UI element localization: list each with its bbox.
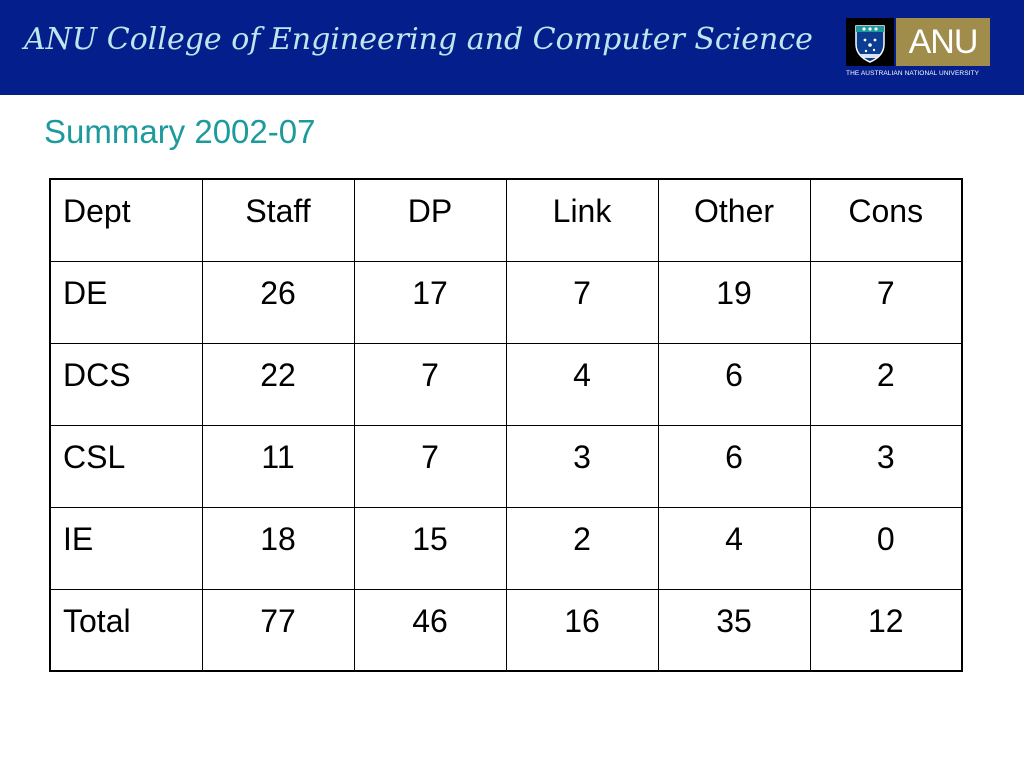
table-cell [354,507,506,589]
column-header-cons: Cons [848,193,924,229]
table-row-total [50,589,962,671]
table-cell [50,507,202,589]
table-cell [202,589,354,671]
table-row [50,343,962,425]
table-row [50,261,962,343]
column-header-other: Other [693,193,775,229]
table-cell [50,589,202,671]
summary-table [49,178,963,672]
cell-dept: Total [63,602,131,639]
column-header [658,179,810,261]
table-cell [506,343,658,425]
cell-other: 6 [725,438,743,475]
cell-link: 3 [573,438,591,475]
table-cell [658,425,810,507]
table-header-row [50,179,962,261]
column-header-staff: Staff [245,193,311,229]
column-header-link: Link [552,193,612,229]
cell-cons: 12 [867,602,904,639]
cell-cons: 0 [876,520,895,557]
table-cell [506,507,658,589]
cell-cons: 3 [876,438,895,475]
table-cell [354,589,506,671]
cell-dept: DCS [63,356,131,393]
table-cell [658,589,810,671]
cell-staff: 11 [261,438,295,475]
table-cell [810,343,962,425]
slide-title: Summary 2002-07 [44,113,316,150]
cell-dp: 46 [412,602,448,639]
table-cell [810,507,962,589]
cell-other: 19 [716,274,752,311]
column-header [506,179,658,261]
cell-dp: 7 [421,438,439,475]
table-cell [658,343,810,425]
cell-dp: 15 [412,520,448,557]
cell-dept: IE [63,520,94,557]
cell-link: 4 [573,356,591,393]
table-row [50,425,962,507]
table-cell [202,425,354,507]
table-cell [810,261,962,343]
cell-link: 16 [564,602,600,639]
cell-dp: 7 [421,356,439,393]
table-cell [658,261,810,343]
summary-table-wrapper [49,178,963,672]
cell-staff: 18 [260,520,296,557]
table-cell [354,425,506,507]
table-cell [506,589,658,671]
cell-cons: 2 [876,356,895,393]
table-cell [658,507,810,589]
column-header-dept: Dept [63,193,131,229]
column-header-dp: DP [407,193,453,229]
cell-other: 6 [725,356,743,393]
table-cell [50,343,202,425]
anu-crest-icon [846,18,894,66]
table-row [50,507,962,589]
cell-dp: 17 [412,274,448,311]
table-cell [354,343,506,425]
table-cell [506,261,658,343]
table-cell [202,343,354,425]
header-title: ANU College of Engineering and Computer Science [24,22,813,57]
cell-dept: DE [63,274,108,311]
table-cell [50,425,202,507]
anu-wordmark-text: ANU [908,22,978,61]
anu-logo-subtitle: THE AUSTRALIAN NATIONAL UNIVERSITY [846,70,980,77]
table-cell [810,425,962,507]
table-cell [810,589,962,671]
table-cell [354,261,506,343]
cell-cons: 7 [876,274,895,311]
cell-link: 2 [573,520,591,557]
table-cell [506,425,658,507]
cell-dept: CSL [63,438,126,475]
cell-staff: 22 [260,356,296,393]
column-header [354,179,506,261]
anu-wordmark [896,18,990,66]
header-bar [0,0,1024,95]
table-cell [202,507,354,589]
cell-link: 7 [573,274,591,311]
anu-logo [846,18,990,80]
cell-other: 35 [716,602,752,639]
column-header [50,179,202,261]
column-header [810,179,962,261]
cell-staff: 26 [260,274,296,311]
table-cell [202,261,354,343]
table-cell [50,261,202,343]
cell-staff: 77 [260,602,296,639]
cell-other: 4 [725,520,743,557]
column-header [202,179,354,261]
